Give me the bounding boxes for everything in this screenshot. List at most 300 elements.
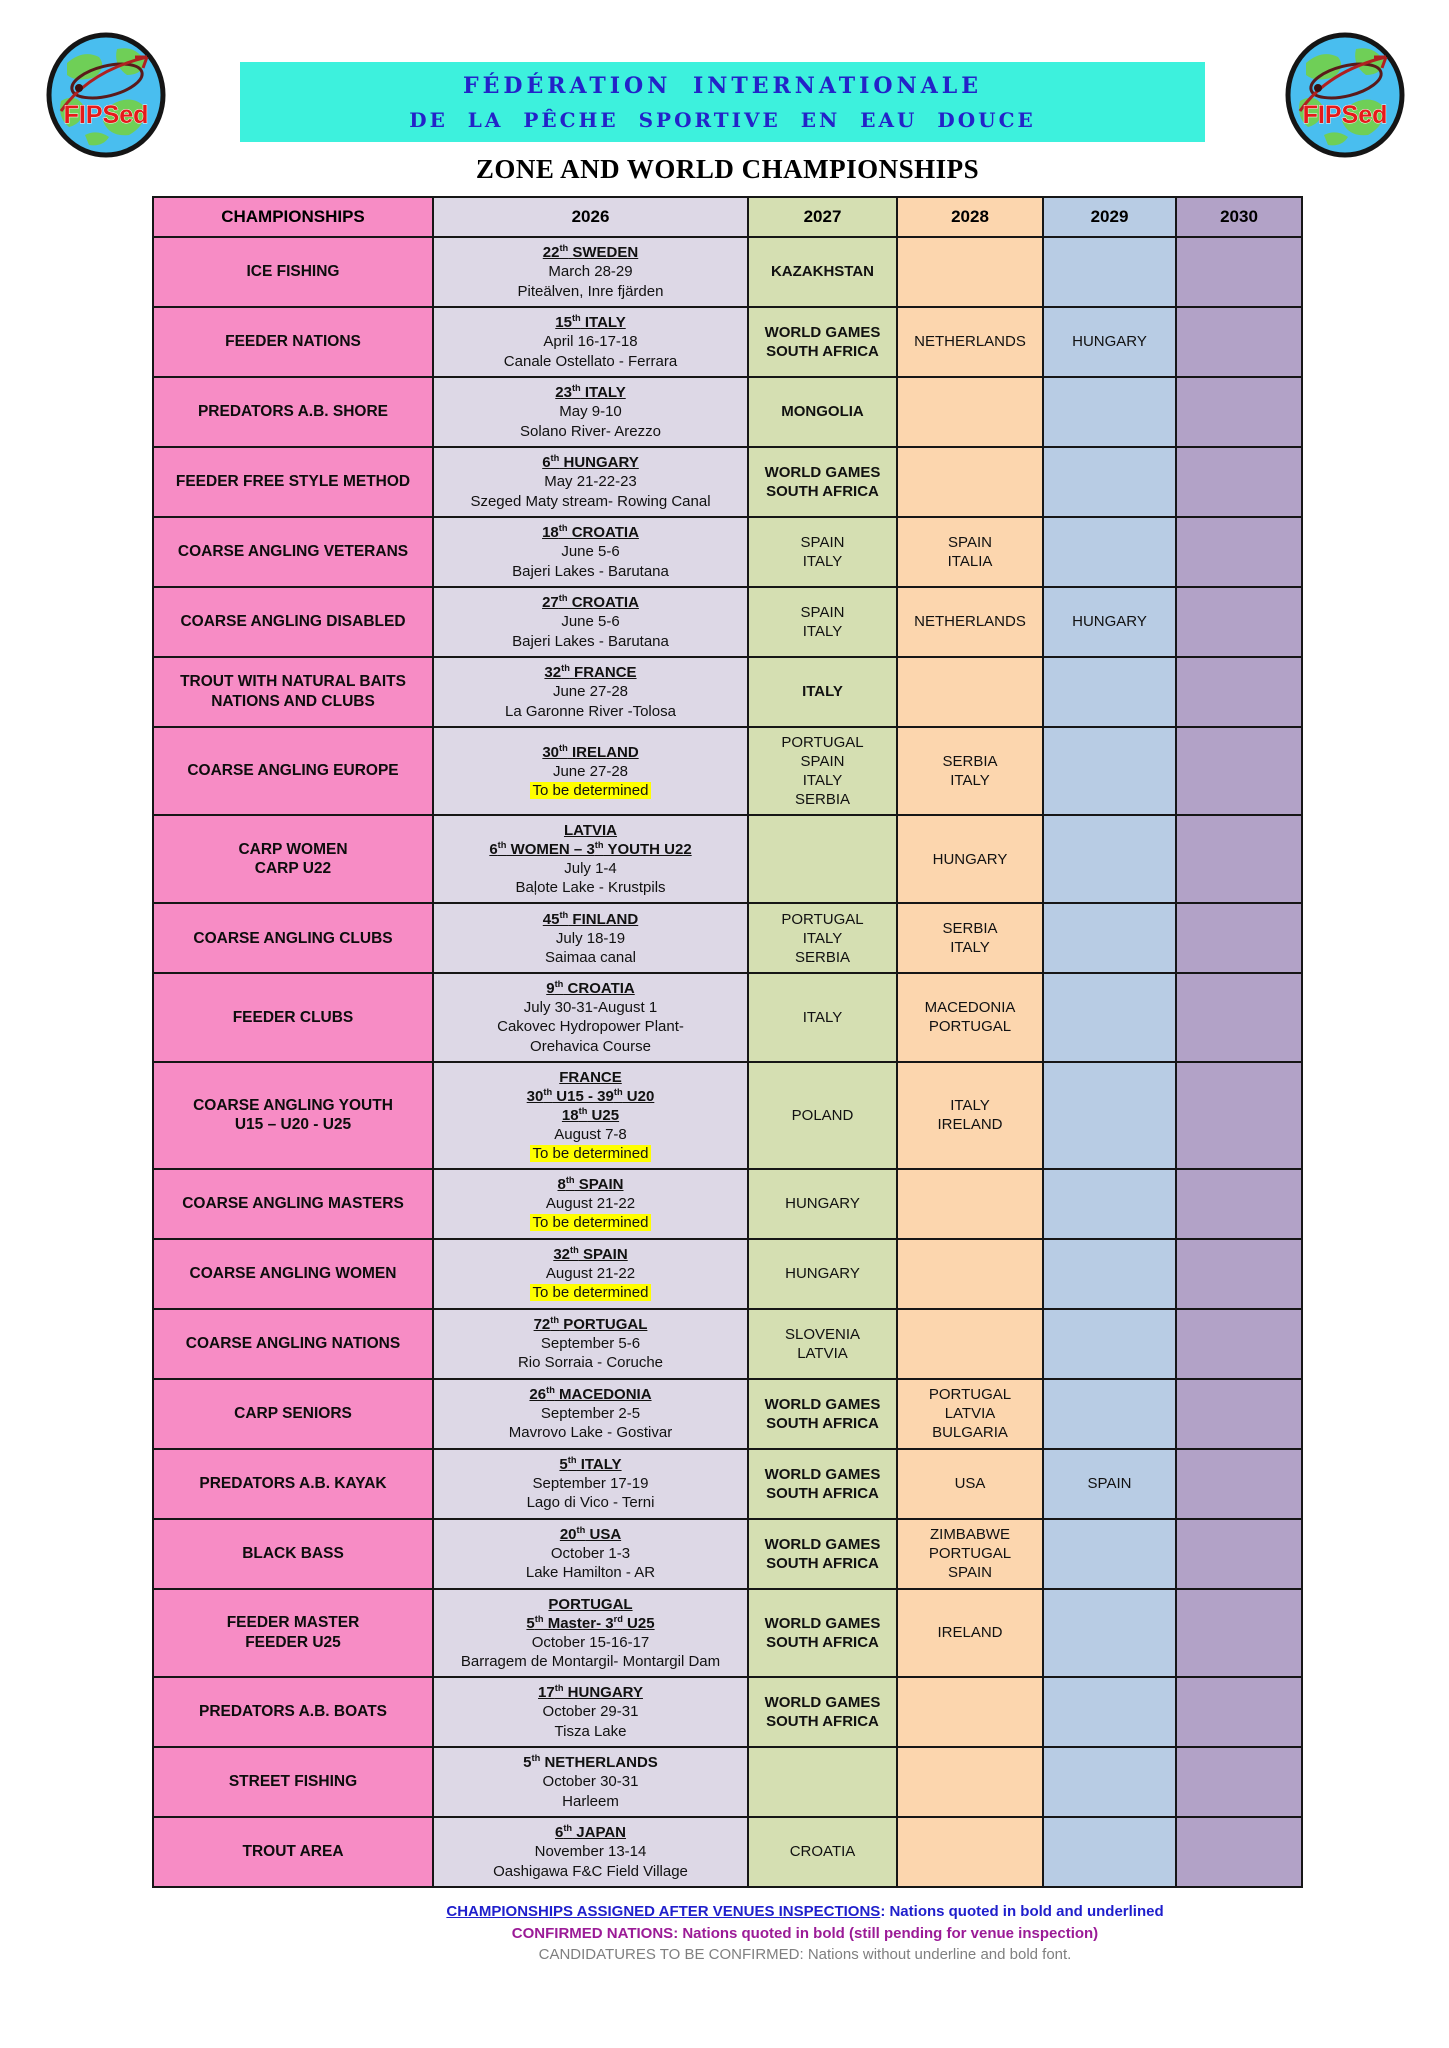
nation-line: SOUTH AFRICA xyxy=(766,483,879,500)
event-line: La Garonne River -Tolosa xyxy=(505,702,676,720)
event-line xyxy=(437,1213,744,1232)
cell-2030 xyxy=(1176,815,1302,903)
cell-2029 xyxy=(1043,1169,1176,1239)
table-row xyxy=(153,1062,1302,1169)
cell-2026 xyxy=(433,1379,748,1449)
event-line: Baļote Lake - Krustpils xyxy=(515,879,666,897)
label-line: TROUT AREA xyxy=(242,1843,344,1861)
table-row xyxy=(153,587,1302,657)
nation-line: SERBIA xyxy=(942,753,998,771)
championship-label xyxy=(153,1239,433,1309)
cell-2028 xyxy=(897,973,1043,1061)
cell-2028 xyxy=(897,815,1043,903)
column-header-2030: 2030 xyxy=(1176,197,1302,237)
nation-line: POLAND xyxy=(791,1106,854,1124)
nation-line: IRELAND xyxy=(937,1116,1003,1134)
nation-line: SPAIN xyxy=(800,753,845,771)
nation-line: MACEDONIA xyxy=(924,999,1016,1017)
nation-line: SOUTH AFRICA xyxy=(766,1554,879,1572)
cell-2026 xyxy=(433,727,748,815)
cell-2030 xyxy=(1176,903,1302,973)
cell-2027 xyxy=(748,1589,897,1677)
cell-2028 xyxy=(897,1169,1043,1239)
event-line: September 17-19 xyxy=(532,1475,649,1493)
event-line: 72th PORTUGAL xyxy=(533,1315,648,1334)
cell-2026 xyxy=(433,903,748,973)
cell-2029 xyxy=(1043,903,1176,973)
cell-2029 xyxy=(1043,377,1176,447)
cell-2030 xyxy=(1176,1169,1302,1239)
nation-line: PORTUGAL xyxy=(781,910,864,928)
event-line: 5th Master- 3rd U25 xyxy=(526,1613,655,1632)
event-line: 30th IRELAND xyxy=(542,742,639,761)
nation-line: SOUTH AFRICA xyxy=(766,1712,879,1730)
nation-line: WORLD GAMES xyxy=(764,463,881,481)
to-be-determined-highlight: To be determined xyxy=(530,1284,652,1301)
column-header-2029: 2029 xyxy=(1043,197,1176,237)
cell-2026 xyxy=(433,1169,748,1239)
label-line: PREDATORS A.B. KAYAK xyxy=(199,1474,387,1492)
nation-line: SERBIA xyxy=(794,948,851,966)
cell-2030 xyxy=(1176,1519,1302,1589)
cell-2026 xyxy=(433,1519,748,1589)
cell-2026 xyxy=(433,587,748,657)
nation-line: LATVIA xyxy=(797,1344,848,1362)
page-title: ZONE AND WORLD CHAMPIONSHIPS xyxy=(475,154,980,184)
championship-label xyxy=(153,307,433,377)
to-be-determined-highlight: To be determined xyxy=(530,1145,652,1162)
nation-line: SPAIN xyxy=(948,1564,992,1582)
event-line: 22th SWEDEN xyxy=(542,243,639,262)
championship-label xyxy=(153,903,433,973)
cell-2026 xyxy=(433,1817,748,1887)
legend-line xyxy=(230,1944,1380,1966)
cell-2027 xyxy=(748,1817,897,1887)
cell-2029 xyxy=(1043,1519,1176,1589)
event-line: Piteälven, Inre fjärden xyxy=(517,282,664,300)
cell-2026 xyxy=(433,447,748,517)
event-line: June 5-6 xyxy=(561,613,620,631)
event-line: October 1-3 xyxy=(550,1545,631,1563)
cell-2027 xyxy=(748,587,897,657)
nation-line: ITALY xyxy=(802,553,843,570)
event-line: 17th HUNGARY xyxy=(538,1683,643,1702)
championship-label xyxy=(153,1817,433,1887)
event-line: 27th CROATIA xyxy=(542,593,639,612)
event-line: LATVIA xyxy=(563,822,618,840)
event-line: 6th JAPAN xyxy=(554,1823,627,1842)
cell-2029 xyxy=(1043,1677,1176,1747)
legend-line xyxy=(230,1923,1380,1945)
cell-2029 xyxy=(1043,1449,1176,1519)
cell-2029 xyxy=(1043,1309,1176,1379)
event-line: Szeged Maty stream- Rowing Canal xyxy=(470,492,711,510)
cell-2030 xyxy=(1176,1589,1302,1677)
nation-line: IRELAND xyxy=(937,1624,1003,1642)
nation-line: USA xyxy=(954,1475,986,1493)
cell-2028 xyxy=(897,1449,1043,1519)
nation-line: WORLD GAMES xyxy=(764,1465,881,1483)
table-row xyxy=(153,1817,1302,1887)
nation-line: SOUTH AFRICA xyxy=(766,343,879,360)
table-row xyxy=(153,447,1302,517)
championship-label xyxy=(153,447,433,517)
nation-line: SPAIN xyxy=(1087,1475,1132,1493)
nation-line: ITALY xyxy=(802,929,843,947)
legend-term: CHAMPIONSHIPS ASSIGNED AFTER VENUES INSPECTIONS xyxy=(446,1902,881,1920)
event-line: July 30-31-August 1 xyxy=(523,999,658,1017)
label-line: FEEDER MASTER xyxy=(226,1614,360,1632)
cell-2029 xyxy=(1043,973,1176,1061)
championship-label xyxy=(153,1309,433,1379)
event-line: August 21-22 xyxy=(545,1265,636,1283)
cell-2030 xyxy=(1176,657,1302,727)
table-row xyxy=(153,1169,1302,1239)
championship-label xyxy=(153,815,433,903)
column-header-championships: CHAMPIONSHIPS xyxy=(153,197,433,237)
cell-2026 xyxy=(433,1589,748,1677)
federation-name-line1: FÉDÉRATION INTERNATIONALE xyxy=(462,72,983,99)
event-line xyxy=(437,1144,744,1163)
event-line: September 5-6 xyxy=(540,1335,641,1353)
nation-line: WORLD GAMES xyxy=(764,1614,881,1632)
nation-line: ITALY xyxy=(950,772,990,790)
event-line: October 15-16-17 xyxy=(531,1633,650,1651)
event-line: 5th NETHERLANDS xyxy=(523,1753,658,1772)
cell-2027 xyxy=(748,1519,897,1589)
cell-2028 xyxy=(897,1062,1043,1169)
nation-line: ITALY xyxy=(802,623,843,640)
cell-2026 xyxy=(433,657,748,727)
event-line: 26th MACEDONIA xyxy=(529,1385,652,1404)
fipsed-logo-text: FIPSed xyxy=(63,101,149,129)
label-line: FEEDER NATIONS xyxy=(225,333,361,351)
event-line: Lake Hamilton - AR xyxy=(525,1564,656,1582)
nation-line: BULGARIA xyxy=(932,1424,1008,1442)
fipsed-logo-right xyxy=(1284,31,1406,159)
federation-name-line2: DE LA PÊCHE SPORTIVE EN EAU DOUCE xyxy=(409,107,1036,132)
event-line: 18th U25 xyxy=(561,1105,620,1124)
event-line: October 29-31 xyxy=(542,1703,639,1721)
event-line: 6th WOMEN – 3th YOUTH U22 xyxy=(489,840,692,859)
nation-line: SERBIA xyxy=(942,920,998,938)
cell-2028 xyxy=(897,237,1043,307)
table-row xyxy=(153,307,1302,377)
event-line: April 16-17-18 xyxy=(543,333,638,351)
legend-line xyxy=(230,1901,1380,1923)
cell-2027 xyxy=(748,307,897,377)
event-line: October 30-31 xyxy=(542,1773,639,1791)
event-line xyxy=(437,781,744,800)
cell-2029 xyxy=(1043,1747,1176,1817)
championship-label xyxy=(153,517,433,587)
cell-2029 xyxy=(1043,1817,1176,1887)
nation-line: ITALY xyxy=(802,772,843,790)
cell-2028 xyxy=(897,1239,1043,1309)
cell-2030 xyxy=(1176,1449,1302,1519)
cell-2029 xyxy=(1043,1589,1176,1677)
cell-2030 xyxy=(1176,587,1302,657)
cell-2026 xyxy=(433,1449,748,1519)
table-row xyxy=(153,657,1302,727)
event-line: 5th ITALY xyxy=(559,1455,622,1474)
cell-2027 xyxy=(748,1062,897,1169)
label-line: CARP WOMEN xyxy=(238,840,348,858)
cell-2028 xyxy=(897,377,1043,447)
column-header-2027: 2027 xyxy=(748,197,897,237)
cell-2029 xyxy=(1043,815,1176,903)
event-line: Rio Sorraia - Coruche xyxy=(517,1354,664,1372)
label-line: COARSE ANGLING NATIONS xyxy=(185,1334,401,1352)
nation-line: NETHERLANDS xyxy=(914,333,1026,351)
event-line: May 9-10 xyxy=(559,403,622,421)
event-line: Canale Ostellato - Ferrara xyxy=(503,352,678,370)
fish-eye xyxy=(75,84,83,92)
label-line: TROUT WITH NATURAL BAITS xyxy=(180,673,406,691)
to-be-determined-highlight: To be determined xyxy=(530,1214,652,1231)
championship-label xyxy=(153,1449,433,1519)
cell-2030 xyxy=(1176,1677,1302,1747)
cell-2030 xyxy=(1176,377,1302,447)
championship-label xyxy=(153,1747,433,1817)
column-header-2028: 2028 xyxy=(897,197,1043,237)
nation-line: WORLD GAMES xyxy=(764,1395,881,1413)
event-line: July 18-19 xyxy=(555,929,626,947)
event-line: August 7-8 xyxy=(554,1125,627,1143)
cell-2029 xyxy=(1043,1062,1176,1169)
event-line: Bajeri Lakes - Barutana xyxy=(512,632,669,650)
cell-2026 xyxy=(433,237,748,307)
cell-2026 xyxy=(433,1239,748,1309)
event-line: 18th CROATIA xyxy=(542,523,639,542)
cell-2027 xyxy=(748,657,897,727)
event-line: Tisza Lake xyxy=(554,1722,627,1740)
nation-line: ZIMBABWE xyxy=(929,1526,1010,1544)
cell-2026 xyxy=(433,1677,748,1747)
cell-2026 xyxy=(433,517,748,587)
nation-line: HUNGARY xyxy=(1072,613,1147,631)
cell-2030 xyxy=(1176,1062,1302,1169)
nation-line: CROATIA xyxy=(789,1843,856,1861)
cell-2027 xyxy=(748,237,897,307)
cell-2029 xyxy=(1043,307,1176,377)
label-line: COARSE ANGLING EUROPE xyxy=(187,762,399,780)
event-line: July 1-4 xyxy=(564,860,617,878)
championship-label xyxy=(153,657,433,727)
label-line: COARSE ANGLING VETERANS xyxy=(177,543,409,561)
cell-2027 xyxy=(748,1169,897,1239)
table-row xyxy=(153,1379,1302,1449)
nation-line: NETHERLANDS xyxy=(914,613,1026,631)
nation-line: WORLD GAMES xyxy=(764,323,881,341)
event-line: August 21-22 xyxy=(545,1195,636,1213)
event-line: FRANCE xyxy=(559,1068,622,1086)
label-line: FEEDER FREE STYLE METHOD xyxy=(175,473,411,491)
event-line: 6th HUNGARY xyxy=(542,453,639,472)
cell-2026 xyxy=(433,973,748,1061)
nation-line: HUNGARY xyxy=(785,1195,860,1213)
cell-2029 xyxy=(1043,657,1176,727)
event-line: June 5-6 xyxy=(561,543,620,561)
event-line: 30th U15 - 39th U20 xyxy=(526,1086,655,1105)
legend xyxy=(230,1901,1380,1966)
nation-line: HUNGARY xyxy=(932,850,1008,868)
cell-2026 xyxy=(433,1062,748,1169)
cell-2030 xyxy=(1176,237,1302,307)
event-line: June 27-28 xyxy=(552,762,629,780)
cell-2028 xyxy=(897,1817,1043,1887)
cell-2028 xyxy=(897,307,1043,377)
table-row xyxy=(153,1239,1302,1309)
championship-label xyxy=(153,377,433,447)
table-row xyxy=(153,1589,1302,1677)
championship-label xyxy=(153,1677,433,1747)
event-line: PORTUGAL xyxy=(548,1595,633,1613)
nation-line: ITALY xyxy=(802,1008,843,1026)
table-row xyxy=(153,973,1302,1061)
nation-line: SOUTH AFRICA xyxy=(766,1484,879,1502)
nation-line: ITALIA xyxy=(947,553,993,570)
fipsed-logo-text: FIPSed xyxy=(1302,101,1388,129)
table-row xyxy=(153,1519,1302,1589)
championship-label xyxy=(153,1519,433,1589)
cell-2030 xyxy=(1176,727,1302,815)
label-line: CARP U22 xyxy=(254,860,332,878)
legend-description: : Nations quoted in bold and underlined xyxy=(880,1902,1164,1920)
cell-2029 xyxy=(1043,1379,1176,1449)
cell-2027 xyxy=(748,1449,897,1519)
cell-2027 xyxy=(748,517,897,587)
label-line: FEEDER CLUBS xyxy=(232,1008,354,1026)
nation-line: ITALY xyxy=(802,683,843,701)
legend-description: : Nations quoted in bold (still pending for venue inspection) xyxy=(673,1924,1099,1942)
table-row xyxy=(153,903,1302,973)
championship-label xyxy=(153,1062,433,1169)
legend-term: CONFIRMED NATIONS xyxy=(511,1924,674,1942)
cell-2029 xyxy=(1043,237,1176,307)
event-line: Orehavica Course xyxy=(530,1037,651,1055)
nation-line: SOUTH AFRICA xyxy=(766,1414,879,1432)
cell-2029 xyxy=(1043,727,1176,815)
nation-line: LATVIA xyxy=(944,1405,996,1423)
cell-2029 xyxy=(1043,1239,1176,1309)
cell-2028 xyxy=(897,727,1043,815)
event-line: Harleem xyxy=(562,1792,619,1810)
cell-2028 xyxy=(897,1677,1043,1747)
cell-2026 xyxy=(433,377,748,447)
nation-line: SOUTH AFRICA xyxy=(766,1633,879,1651)
cell-2026 xyxy=(433,1747,748,1817)
cell-2027 xyxy=(748,1747,897,1817)
cell-2028 xyxy=(897,1379,1043,1449)
championship-label xyxy=(153,973,433,1061)
cell-2028 xyxy=(897,903,1043,973)
nation-line: PORTUGAL xyxy=(928,1018,1012,1036)
championship-label xyxy=(153,587,433,657)
event-line: 20th USA xyxy=(559,1525,622,1544)
fish-eye xyxy=(1314,84,1322,92)
cell-2028 xyxy=(897,1519,1043,1589)
cell-2029 xyxy=(1043,447,1176,517)
event-line: 23th ITALY xyxy=(555,383,626,402)
label-line: COARSE ANGLING CLUBS xyxy=(193,929,393,947)
event-line: Solano River- Arezzo xyxy=(520,422,661,440)
championship-label xyxy=(153,1589,433,1677)
column-header-2026: 2026 xyxy=(433,197,748,237)
label-line: ICE FISHING xyxy=(246,263,340,281)
cell-2026 xyxy=(433,1309,748,1379)
table-row xyxy=(153,1747,1302,1817)
cell-2027 xyxy=(748,903,897,973)
cell-2027 xyxy=(748,727,897,815)
event-line xyxy=(437,1283,744,1302)
cell-2027 xyxy=(748,1309,897,1379)
table-row xyxy=(153,815,1302,903)
event-line: Saimaa canal xyxy=(545,948,636,966)
legend-description: : Nations without underline and bold font. xyxy=(799,1946,1072,1964)
label-line: COARSE ANGLING YOUTH xyxy=(193,1096,393,1114)
table-row xyxy=(153,1677,1302,1747)
event-line: May 21-22-23 xyxy=(544,473,637,491)
cell-2028 xyxy=(897,587,1043,657)
nation-line: HUNGARY xyxy=(785,1265,860,1283)
nation-line: WORLD GAMES xyxy=(764,1535,881,1553)
label-line: COARSE ANGLING DISABLED xyxy=(180,613,406,631)
cell-2027 xyxy=(748,815,897,903)
cell-2030 xyxy=(1176,307,1302,377)
cell-2028 xyxy=(897,1309,1043,1379)
event-line: 45th FINLAND xyxy=(542,909,639,928)
event-line: Cakovec Hydropower Plant- xyxy=(497,1018,684,1036)
table-row xyxy=(153,1449,1302,1519)
nation-line: SLOVENIA xyxy=(784,1325,861,1343)
nation-line: PORTUGAL xyxy=(781,734,864,751)
cell-2030 xyxy=(1176,1239,1302,1309)
label-line: CARP SENIORS xyxy=(234,1404,352,1422)
cell-2027 xyxy=(748,1379,897,1449)
event-line: September 2-5 xyxy=(540,1405,641,1423)
table-row xyxy=(153,1309,1302,1379)
championship-label xyxy=(153,727,433,815)
fipsed-logo-left xyxy=(45,31,167,159)
cell-2028 xyxy=(897,1747,1043,1817)
event-line: 15th ITALY xyxy=(555,313,626,332)
nation-line: WORLD GAMES xyxy=(764,1693,881,1711)
championship-label xyxy=(153,1379,433,1449)
label-line: STREET FISHING xyxy=(228,1773,358,1791)
event-line: 32th SPAIN xyxy=(553,1245,628,1264)
cell-2026 xyxy=(433,815,748,903)
cell-2027 xyxy=(748,1677,897,1747)
cell-2026 xyxy=(433,307,748,377)
cell-2030 xyxy=(1176,1309,1302,1379)
cell-2029 xyxy=(1043,517,1176,587)
nation-line: SPAIN xyxy=(800,533,845,551)
table-row xyxy=(153,727,1302,815)
championship-label xyxy=(153,1169,433,1239)
label-line: PREDATORS A.B. BOATS xyxy=(198,1703,388,1721)
nation-line: PORTUGAL xyxy=(928,1545,1012,1563)
label-line: NATIONS AND CLUBS xyxy=(211,693,375,710)
label-line: COARSE ANGLING WOMEN xyxy=(189,1264,397,1282)
header-row xyxy=(153,197,1302,237)
nation-line: ITALY xyxy=(950,1097,990,1115)
label-line: PREDATORS A.B. SHORE xyxy=(197,403,389,421)
table-body xyxy=(153,237,1302,1887)
event-line: Barragem de Montargil- Montargil Dam xyxy=(460,1652,721,1670)
championships-table xyxy=(152,196,1303,1888)
event-line: November 13-14 xyxy=(534,1843,647,1861)
